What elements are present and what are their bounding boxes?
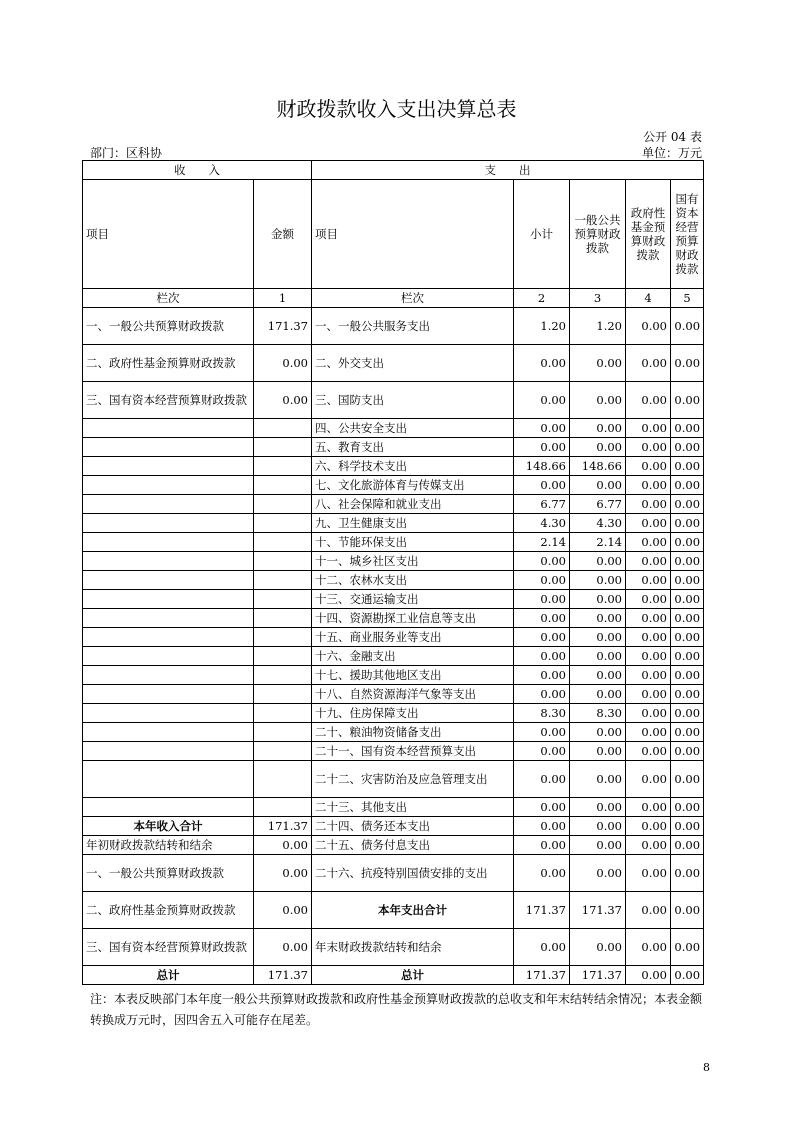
income-amount-cell: 0.00 bbox=[254, 382, 312, 419]
gov-fund-cell: 0.00 bbox=[626, 666, 671, 685]
subtotal-cell: 148.66 bbox=[514, 457, 570, 476]
general-budget-cell: 6.77 bbox=[570, 495, 626, 514]
subtotal-cell: 0.00 bbox=[514, 798, 570, 817]
table-row bbox=[83, 457, 704, 476]
general-budget-cell: 0.00 bbox=[570, 685, 626, 704]
income-item-cell bbox=[83, 419, 254, 438]
income-amount-cell bbox=[254, 438, 312, 457]
table-row bbox=[83, 966, 704, 985]
subtotal-cell: 0.00 bbox=[514, 817, 570, 836]
income-amount-cell bbox=[254, 609, 312, 628]
general-budget-cell: 0.00 bbox=[570, 438, 626, 457]
subtotal-cell: 0.00 bbox=[514, 382, 570, 419]
table-row bbox=[83, 647, 704, 666]
income-amount-cell bbox=[254, 514, 312, 533]
expense-item-cell: 八、社会保障和就业支出 bbox=[312, 495, 514, 514]
gov-fund-cell: 0.00 bbox=[626, 685, 671, 704]
expense-item-header: 项目 bbox=[312, 180, 514, 289]
table-row bbox=[83, 552, 704, 571]
column-index: 1 bbox=[254, 289, 312, 308]
table-row bbox=[83, 723, 704, 742]
income-item-header: 项目 bbox=[83, 180, 254, 289]
income-item-cell bbox=[83, 514, 254, 533]
state-capital-cell: 0.00 bbox=[671, 476, 704, 495]
state-capital-cell: 0.00 bbox=[671, 438, 704, 457]
general-budget-cell: 0.00 bbox=[570, 666, 626, 685]
table-row bbox=[83, 419, 704, 438]
subtotal-cell: 171.37 bbox=[514, 966, 570, 985]
income-item-cell bbox=[83, 723, 254, 742]
income-item-cell bbox=[83, 533, 254, 552]
subtotal-cell: 0.00 bbox=[514, 666, 570, 685]
expense-item-cell: 总计 bbox=[312, 966, 514, 985]
expense-item-cell: 二十、粮油物资储备支出 bbox=[312, 723, 514, 742]
general-budget-cell: 0.00 bbox=[570, 552, 626, 571]
gov-fund-cell: 0.00 bbox=[626, 798, 671, 817]
gov-fund-cell: 0.00 bbox=[626, 533, 671, 552]
expense-item-cell: 十七、援助其他地区支出 bbox=[312, 666, 514, 685]
subtotal-cell: 0.00 bbox=[514, 685, 570, 704]
general-budget-cell: 0.00 bbox=[570, 419, 626, 438]
income-item-cell: 三、国有资本经营预算财政拨款 bbox=[83, 929, 254, 966]
state-capital-cell: 0.00 bbox=[671, 628, 704, 647]
state-capital-cell: 0.00 bbox=[671, 723, 704, 742]
expense-item-cell: 二十一、国有资本经营预算支出 bbox=[312, 742, 514, 761]
table-row bbox=[83, 685, 704, 704]
income-amount-cell bbox=[254, 571, 312, 590]
subtotal-cell: 0.00 bbox=[514, 929, 570, 966]
state-capital-header: 国有资本经营预算财政拨款 bbox=[671, 180, 704, 289]
table-row bbox=[83, 609, 704, 628]
income-item-cell bbox=[83, 495, 254, 514]
state-capital-cell: 0.00 bbox=[671, 533, 704, 552]
expense-item-cell: 一、一般公共服务支出 bbox=[312, 308, 514, 345]
income-item-cell bbox=[83, 798, 254, 817]
general-budget-cell: 0.00 bbox=[570, 628, 626, 647]
general-budget-cell: 0.00 bbox=[570, 817, 626, 836]
general-budget-cell: 148.66 bbox=[570, 457, 626, 476]
state-capital-cell: 0.00 bbox=[671, 609, 704, 628]
column-index: 2 bbox=[514, 289, 570, 308]
gov-fund-cell: 0.00 bbox=[626, 929, 671, 966]
expense-item-cell: 十四、资源勘探工业信息等支出 bbox=[312, 609, 514, 628]
state-capital-cell: 0.00 bbox=[671, 742, 704, 761]
expense-item-cell: 二十二、灾害防治及应急管理支出 bbox=[312, 761, 514, 798]
income-header: 收 入 bbox=[83, 161, 312, 180]
expense-item-cell: 十八、自然资源海洋气象等支出 bbox=[312, 685, 514, 704]
general-budget-cell: 0.00 bbox=[570, 476, 626, 495]
gov-fund-cell: 0.00 bbox=[626, 419, 671, 438]
general-budget-cell: 0.00 bbox=[570, 647, 626, 666]
income-item-cell bbox=[83, 628, 254, 647]
table-row bbox=[83, 382, 704, 419]
income-item-cell bbox=[83, 647, 254, 666]
table-row bbox=[83, 345, 704, 382]
income-amount-cell: 171.37 bbox=[254, 817, 312, 836]
department-label: 部门：区科协 bbox=[90, 146, 163, 160]
income-item-cell bbox=[83, 457, 254, 476]
income-amount-cell bbox=[254, 798, 312, 817]
gov-fund-cell: 0.00 bbox=[626, 742, 671, 761]
income-amount-cell bbox=[254, 742, 312, 761]
state-capital-cell: 0.00 bbox=[671, 761, 704, 798]
general-budget-cell: 0.00 bbox=[570, 836, 626, 855]
general-budget-cell: 0.00 bbox=[570, 609, 626, 628]
income-amount-cell bbox=[254, 647, 312, 666]
income-amount-cell: 171.37 bbox=[254, 966, 312, 985]
table-row bbox=[83, 798, 704, 817]
income-item-cell bbox=[83, 609, 254, 628]
income-item-cell: 二、政府性基金预算财政拨款 bbox=[83, 345, 254, 382]
expense-item-cell: 十六、金融支出 bbox=[312, 647, 514, 666]
subtotal-cell: 0.00 bbox=[514, 609, 570, 628]
gov-fund-cell: 0.00 bbox=[626, 438, 671, 457]
income-amount-cell bbox=[254, 590, 312, 609]
gov-fund-cell: 0.00 bbox=[626, 855, 671, 892]
state-capital-cell: 0.00 bbox=[671, 552, 704, 571]
table-row bbox=[83, 666, 704, 685]
income-amount-cell bbox=[254, 552, 312, 571]
table-row bbox=[83, 533, 704, 552]
subtotal-cell: 0.00 bbox=[514, 345, 570, 382]
state-capital-cell: 0.00 bbox=[671, 836, 704, 855]
income-amount-cell bbox=[254, 628, 312, 647]
column-index-label: 栏次 bbox=[312, 289, 514, 308]
gov-fund-cell: 0.00 bbox=[626, 308, 671, 345]
income-amount-cell bbox=[254, 666, 312, 685]
general-budget-cell: 0.00 bbox=[570, 855, 626, 892]
subtotal-cell: 0.00 bbox=[514, 438, 570, 457]
income-amount-cell bbox=[254, 704, 312, 723]
income-item-cell: 三、国有资本经营预算财政拨款 bbox=[83, 382, 254, 419]
expense-item-cell: 年末财政拨款结转和结余 bbox=[312, 929, 514, 966]
table-row bbox=[83, 590, 704, 609]
subtotal-cell: 0.00 bbox=[514, 628, 570, 647]
expense-item-cell: 二十三、其他支出 bbox=[312, 798, 514, 817]
state-capital-cell: 0.00 bbox=[671, 419, 704, 438]
gov-fund-cell: 0.00 bbox=[626, 704, 671, 723]
state-capital-cell: 0.00 bbox=[671, 892, 704, 929]
subtotal-cell: 0.00 bbox=[514, 723, 570, 742]
state-capital-cell: 0.00 bbox=[671, 382, 704, 419]
expense-item-cell: 十二、农林水支出 bbox=[312, 571, 514, 590]
table-row bbox=[83, 742, 704, 761]
subtotal-cell: 6.77 bbox=[514, 495, 570, 514]
gov-fund-header: 政府性基金预算财政拨款 bbox=[626, 180, 671, 289]
income-amount-header: 金额 bbox=[254, 180, 312, 289]
income-amount-cell: 0.00 bbox=[254, 855, 312, 892]
subtotal-cell: 0.00 bbox=[514, 590, 570, 609]
gov-fund-cell: 0.00 bbox=[626, 571, 671, 590]
subtotal-cell: 0.00 bbox=[514, 571, 570, 590]
table-row bbox=[83, 514, 704, 533]
general-budget-cell: 0.00 bbox=[570, 798, 626, 817]
income-item-cell bbox=[83, 476, 254, 495]
general-budget-cell: 0.00 bbox=[570, 929, 626, 966]
state-capital-cell: 0.00 bbox=[671, 495, 704, 514]
income-item-cell bbox=[83, 742, 254, 761]
expense-header: 支 出 bbox=[312, 161, 704, 180]
table-row bbox=[83, 308, 704, 345]
gov-fund-cell: 0.00 bbox=[626, 590, 671, 609]
income-amount-cell bbox=[254, 723, 312, 742]
expense-item-cell: 二、外交支出 bbox=[312, 345, 514, 382]
subtotal-cell: 1.20 bbox=[514, 308, 570, 345]
income-item-cell: 总计 bbox=[83, 966, 254, 985]
state-capital-cell: 0.00 bbox=[671, 571, 704, 590]
expense-item-cell: 四、公共安全支出 bbox=[312, 419, 514, 438]
general-budget-cell: 8.30 bbox=[570, 704, 626, 723]
income-item-cell: 二、政府性基金预算财政拨款 bbox=[83, 892, 254, 929]
general-budget-cell: 171.37 bbox=[570, 892, 626, 929]
expense-item-cell: 十三、交通运输支出 bbox=[312, 590, 514, 609]
gov-fund-cell: 0.00 bbox=[626, 647, 671, 666]
income-item-cell bbox=[83, 685, 254, 704]
gov-fund-cell: 0.00 bbox=[626, 892, 671, 929]
expense-item-cell: 十一、城乡社区支出 bbox=[312, 552, 514, 571]
table-row bbox=[83, 855, 704, 892]
state-capital-cell: 0.00 bbox=[671, 590, 704, 609]
subtotal-cell: 0.00 bbox=[514, 855, 570, 892]
state-capital-cell: 0.00 bbox=[671, 966, 704, 985]
income-amount-cell bbox=[254, 419, 312, 438]
general-budget-header: 一般公共预算财政拨款 bbox=[570, 180, 626, 289]
state-capital-cell: 0.00 bbox=[671, 855, 704, 892]
state-capital-cell: 0.00 bbox=[671, 929, 704, 966]
general-budget-cell: 0.00 bbox=[570, 761, 626, 798]
gov-fund-cell: 0.00 bbox=[626, 966, 671, 985]
column-index-label: 栏次 bbox=[83, 289, 254, 308]
table-row bbox=[83, 929, 704, 966]
column-index: 5 bbox=[671, 289, 704, 308]
page-number: 8 bbox=[703, 1061, 710, 1074]
column-index: 3 bbox=[570, 289, 626, 308]
state-capital-cell: 0.00 bbox=[671, 457, 704, 476]
gov-fund-cell: 0.00 bbox=[626, 382, 671, 419]
general-budget-cell: 171.37 bbox=[570, 966, 626, 985]
income-item-cell bbox=[83, 590, 254, 609]
general-budget-cell: 0.00 bbox=[570, 723, 626, 742]
income-amount-cell: 0.00 bbox=[254, 836, 312, 855]
gov-fund-cell: 0.00 bbox=[626, 345, 671, 382]
gov-fund-cell: 0.00 bbox=[626, 457, 671, 476]
income-amount-cell: 0.00 bbox=[254, 345, 312, 382]
general-budget-cell: 1.20 bbox=[570, 308, 626, 345]
table-row bbox=[83, 761, 704, 798]
table-note: 注：本表反映部门本年度一般公共预算财政拨款和政府性基金预算财政拨款的总收支和年末结转结余情况；本表金额转换成万元时，因四舍五入可能存在尾差。 bbox=[90, 992, 703, 1027]
state-capital-cell: 0.00 bbox=[671, 308, 704, 345]
gov-fund-cell: 0.00 bbox=[626, 609, 671, 628]
gov-fund-cell: 0.00 bbox=[626, 495, 671, 514]
income-amount-cell: 0.00 bbox=[254, 929, 312, 966]
subtotal-cell: 0.00 bbox=[514, 742, 570, 761]
table-row bbox=[83, 704, 704, 723]
subtotal-cell: 0.00 bbox=[514, 476, 570, 495]
general-budget-cell: 0.00 bbox=[570, 742, 626, 761]
income-amount-cell bbox=[254, 761, 312, 798]
income-item-cell bbox=[83, 704, 254, 723]
subtotal-cell: 8.30 bbox=[514, 704, 570, 723]
income-amount-cell bbox=[254, 533, 312, 552]
income-amount-cell bbox=[254, 457, 312, 476]
income-item-cell bbox=[83, 438, 254, 457]
expense-item-cell: 二十六、抗疫特别国债安排的支出 bbox=[312, 855, 514, 892]
form-number: 公开 04 表 bbox=[643, 130, 702, 144]
subtotal-cell: 2.14 bbox=[514, 533, 570, 552]
unit-label: 单位：万元 bbox=[641, 146, 702, 160]
table-row bbox=[83, 495, 704, 514]
table-row bbox=[83, 476, 704, 495]
subtotal-cell: 0.00 bbox=[514, 552, 570, 571]
state-capital-cell: 0.00 bbox=[671, 685, 704, 704]
subtotal-header: 小计 bbox=[514, 180, 570, 289]
expense-item-cell: 六、科学技术支出 bbox=[312, 457, 514, 476]
state-capital-cell: 0.00 bbox=[671, 647, 704, 666]
expense-item-cell: 本年支出合计 bbox=[312, 892, 514, 929]
income-item-cell bbox=[83, 552, 254, 571]
income-item-cell: 本年收入合计 bbox=[83, 817, 254, 836]
budget-summary-table bbox=[82, 160, 704, 985]
table-row bbox=[83, 628, 704, 647]
page-title: 财政拨款收入支出决算总表 bbox=[276, 97, 517, 121]
subtotal-cell: 0.00 bbox=[514, 761, 570, 798]
expense-item-cell: 九、卫生健康支出 bbox=[312, 514, 514, 533]
state-capital-cell: 0.00 bbox=[671, 345, 704, 382]
state-capital-cell: 0.00 bbox=[671, 817, 704, 836]
state-capital-cell: 0.00 bbox=[671, 666, 704, 685]
expense-item-cell: 十九、住房保障支出 bbox=[312, 704, 514, 723]
income-amount-cell bbox=[254, 476, 312, 495]
subtotal-cell: 171.37 bbox=[514, 892, 570, 929]
gov-fund-cell: 0.00 bbox=[626, 836, 671, 855]
general-budget-cell: 0.00 bbox=[570, 382, 626, 419]
expense-item-cell: 五、教育支出 bbox=[312, 438, 514, 457]
income-amount-cell bbox=[254, 495, 312, 514]
gov-fund-cell: 0.00 bbox=[626, 476, 671, 495]
gov-fund-cell: 0.00 bbox=[626, 817, 671, 836]
income-item-cell bbox=[83, 571, 254, 590]
expense-item-cell: 七、文化旅游体育与传媒支出 bbox=[312, 476, 514, 495]
gov-fund-cell: 0.00 bbox=[626, 552, 671, 571]
expense-item-cell: 十、节能环保支出 bbox=[312, 533, 514, 552]
general-budget-cell: 0.00 bbox=[570, 590, 626, 609]
general-budget-cell: 4.30 bbox=[570, 514, 626, 533]
subtotal-cell: 4.30 bbox=[514, 514, 570, 533]
table-row bbox=[83, 892, 704, 929]
general-budget-cell: 0.00 bbox=[570, 345, 626, 382]
table-row bbox=[83, 571, 704, 590]
income-item-cell bbox=[83, 666, 254, 685]
expense-item-cell: 二十五、债务付息支出 bbox=[312, 836, 514, 855]
income-item-cell: 一、一般公共预算财政拨款 bbox=[83, 308, 254, 345]
expense-item-cell: 三、国防支出 bbox=[312, 382, 514, 419]
column-index: 4 bbox=[626, 289, 671, 308]
general-budget-cell: 2.14 bbox=[570, 533, 626, 552]
income-item-cell bbox=[83, 761, 254, 798]
income-amount-cell: 171.37 bbox=[254, 308, 312, 345]
table-row bbox=[83, 438, 704, 457]
gov-fund-cell: 0.00 bbox=[626, 628, 671, 647]
subtotal-cell: 0.00 bbox=[514, 836, 570, 855]
expense-item-cell: 十五、商业服务业等支出 bbox=[312, 628, 514, 647]
income-item-cell: 一、一般公共预算财政拨款 bbox=[83, 855, 254, 892]
state-capital-cell: 0.00 bbox=[671, 514, 704, 533]
general-budget-cell: 0.00 bbox=[570, 571, 626, 590]
expense-item-cell: 二十四、债务还本支出 bbox=[312, 817, 514, 836]
table-row bbox=[83, 836, 704, 855]
subtotal-cell: 0.00 bbox=[514, 647, 570, 666]
income-amount-cell bbox=[254, 685, 312, 704]
income-item-cell: 年初财政拨款结转和结余 bbox=[83, 836, 254, 855]
gov-fund-cell: 0.00 bbox=[626, 723, 671, 742]
gov-fund-cell: 0.00 bbox=[626, 514, 671, 533]
gov-fund-cell: 0.00 bbox=[626, 761, 671, 798]
income-amount-cell: 0.00 bbox=[254, 892, 312, 929]
state-capital-cell: 0.00 bbox=[671, 798, 704, 817]
subtotal-cell: 0.00 bbox=[514, 419, 570, 438]
state-capital-cell: 0.00 bbox=[671, 704, 704, 723]
table-row bbox=[83, 817, 704, 836]
